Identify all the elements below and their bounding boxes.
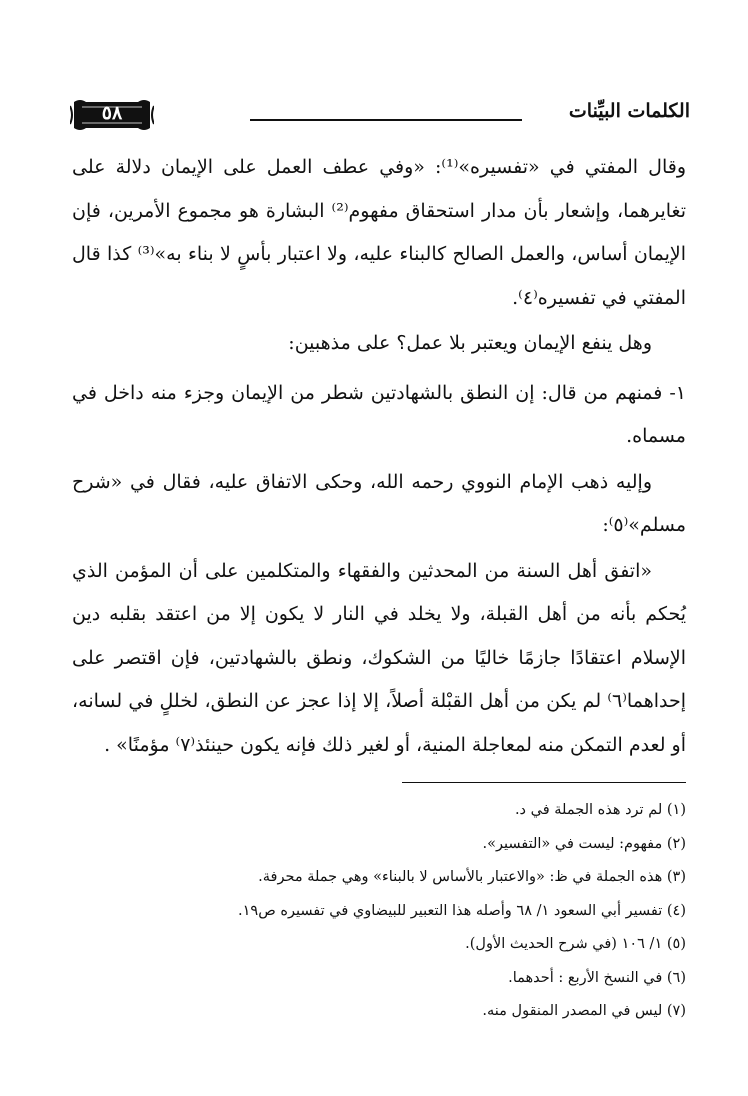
header-rule — [250, 119, 522, 121]
footnote-1: (١) لم ترد هذه الجملة في د. — [514, 802, 686, 818]
page-number: ٥٨ — [101, 102, 123, 124]
footnote-3: (٣) هذه الجملة في ظ: «والاعتبار بالأساس لا بالبناء» وهي جملة محرفة. — [258, 869, 686, 885]
footnote-5: (٥) ١/ ١٠٦ (في شرح الحديث الأول). — [465, 936, 686, 952]
footnotes — [66, 794, 686, 1029]
footnote-2: (٢) مفهوم: ليست في «التفسير». — [482, 835, 686, 852]
paragraph-nawawi-quote: «اتفق أهل السنة من المحدثين والفقهاء والمتكلمين على أن المؤمن الذي يُحكم بأنه من أهل القبلة، ولا يخلد في النار لا يكون إلا من اعتقد بقلبه دين الإسلام اعتقادًا جازمًا خاليًا من الشكوك، ونطق بالشهادتين، فإن اقتصر على إحداهما⁽٦⁾ لم يكن من أهل القبْلة أصلاً، إلا إذا عجز عن النطق، لخللٍ في لسانه، أو لعدم التمكن منه لمعاجلة المنية، أو لغير ذلك فإنه يكون حينئذ⁽٧⁾ مؤمنًا» . — [72, 559, 686, 756]
footnote-7: (٧) ليس في المصدر المنقول منه. — [482, 1003, 686, 1019]
paragraph-first-view: ١- فمنهم من قال: إن النطق بالشهادتين شطر من الإيمان وجزء منه داخل في مسماه. — [72, 381, 686, 447]
footnote-6: (٦) في النسخ الأربع : أحدهما. — [508, 969, 686, 986]
paragraph-nawawi: وإليه ذهب الإمام النووي رحمه الله، وحكى الاتفاق عليه، فقال في «شرح مسلم»⁽٥⁾: — [72, 470, 686, 536]
paragraph-question: وهل ينفع الإيمان ويعتبر بلا عمل؟ على مذهبين: — [288, 332, 652, 354]
main-text — [72, 146, 686, 767]
running-title: الكلمات البيِّنات — [568, 100, 690, 122]
page-number-badge — [70, 96, 154, 134]
footnote-separator — [402, 782, 686, 783]
footnote-4: (٤) تفسير أبي السعود ١/ ٦٨ وأصله هذا التعبير للبيضاوي في تفسيره ص١٩. — [238, 902, 686, 919]
running-header — [70, 96, 690, 136]
paragraph-mufti-quote: وقال المفتي في «تفسيره»⁽¹⁾: «وفي عطف العمل على الإيمان دلالة على تغايرهما، وإشعار بأن مدار استحقاق مفهوم⁽²⁾ البشارة هو مجموع الأمرين، فإن الإيمان أساس، والعمل الصالح كالبناء عليه، ولا اعتبار بأسٍ لا بناء به»⁽³⁾ كذا قال المفتي في تفسيره⁽٤⁾. — [72, 156, 686, 309]
